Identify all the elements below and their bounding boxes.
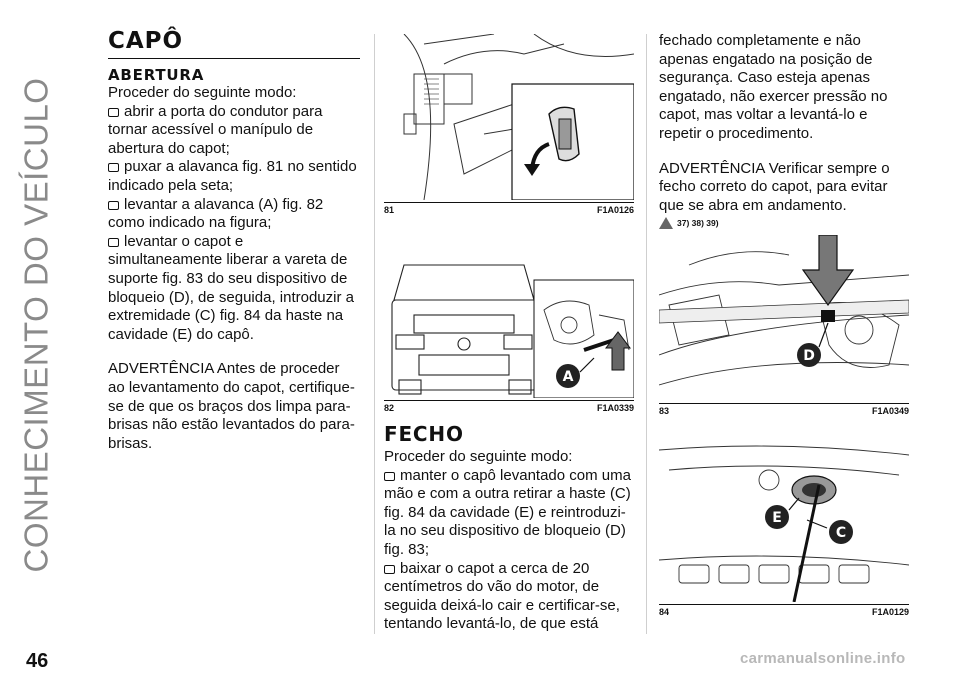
watermark: carmanualsonline.info	[740, 650, 906, 667]
checkbox-bullet-icon	[108, 238, 119, 247]
figure-number: 83	[659, 406, 670, 416]
column-divider	[374, 34, 375, 634]
figure-number: 84	[659, 607, 670, 617]
callout-label: E	[772, 510, 782, 526]
subsection-title-closing: FECHO	[384, 422, 464, 446]
closing-intro: Proceder do seguinte modo:	[384, 448, 573, 465]
closing-warning: ADVERTÊNCIA Verificar sempre o fecho correto do capot, para evitar que se abra em andamento.	[659, 159, 890, 214]
figure-83	[659, 235, 909, 421]
opening-intro: Proceder do seguinte modo:	[108, 84, 297, 101]
warning-triangle-icon	[659, 217, 673, 229]
figure-81	[384, 34, 634, 214]
list-item: puxar a alavanca fig. 81 no sentido indicado pela seta;	[108, 158, 357, 194]
callout-label: C	[835, 525, 847, 541]
figure-code: F1A0129	[871, 607, 909, 617]
list-item: abrir a porta do condutor para tornar acessível o manípulo de abertura do capot;	[108, 102, 323, 157]
list-item: levantar o capot e simultaneamente liberar a vareta de suporte fig. 83 do seu dispositivo de bloqueio (D), de seguida, introduzir a extremidade (C) fig. 84 da haste na cavidade (E) do capô.	[108, 232, 354, 343]
list-item: manter o capô levantado com uma mão e com a outra retirar a haste (C) fig. 84 da cavidade (E) e reintroduzi-la no seu dispositivo de bloqueio (D) fig. 83;	[384, 466, 631, 558]
callout-label: A	[562, 369, 574, 385]
hood-rod-illustration	[659, 440, 909, 602]
opening-warning: ADVERTÊNCIA Antes de proceder ao levantamento do capot, certifique-se de que os braços dos limpa para-brisas não estão levantados do para-brisas.	[108, 360, 355, 452]
list-item: baixar o capot a cerca de 20 centímetros do vão do motor, de seguida deixá-lo cair e certificar-se, tentando levantá-lo, de que está	[384, 559, 620, 633]
text-column-2	[384, 422, 634, 634]
checkbox-bullet-icon	[108, 201, 119, 210]
checkbox-bullet-icon	[108, 108, 119, 117]
checkbox-bullet-icon	[384, 565, 395, 574]
text-column-1	[108, 28, 360, 453]
closing-step-continued: fechado completamente e não apenas engatado na posição de segurança. Caso esteja apenas engatado, não exercer pressão no capot, mas voltar a levantá-lo e repetir o procedimento.	[659, 32, 888, 142]
text-column-3	[659, 32, 911, 215]
subsection-title-opening: ABERTURA	[108, 66, 205, 84]
figure-code: F1A0339	[596, 403, 634, 413]
figure-82	[384, 240, 634, 412]
section-title: CAPÔ	[108, 28, 360, 59]
list-item: levantar a alavanca (A) fig. 82 como indicado na figura;	[108, 195, 324, 232]
column-divider	[646, 34, 647, 634]
figure-84	[659, 440, 909, 622]
checkbox-bullet-icon	[384, 472, 395, 481]
warning-references: 37) 38) 39)	[659, 217, 719, 229]
van-front-illustration	[384, 240, 634, 398]
lever-illustration	[384, 34, 634, 200]
figure-number: 81	[384, 205, 395, 215]
engine-bay-illustration	[659, 235, 909, 401]
callout-label: D	[803, 348, 815, 364]
sidebar-chapter-title: CONHECIMENTO DO VEÍCULO	[17, 77, 55, 573]
checkbox-bullet-icon	[108, 163, 119, 172]
figure-code: F1A0126	[596, 205, 634, 215]
figure-code: F1A0349	[871, 406, 909, 416]
page-number: 46	[26, 650, 49, 672]
figure-number: 82	[384, 403, 395, 413]
